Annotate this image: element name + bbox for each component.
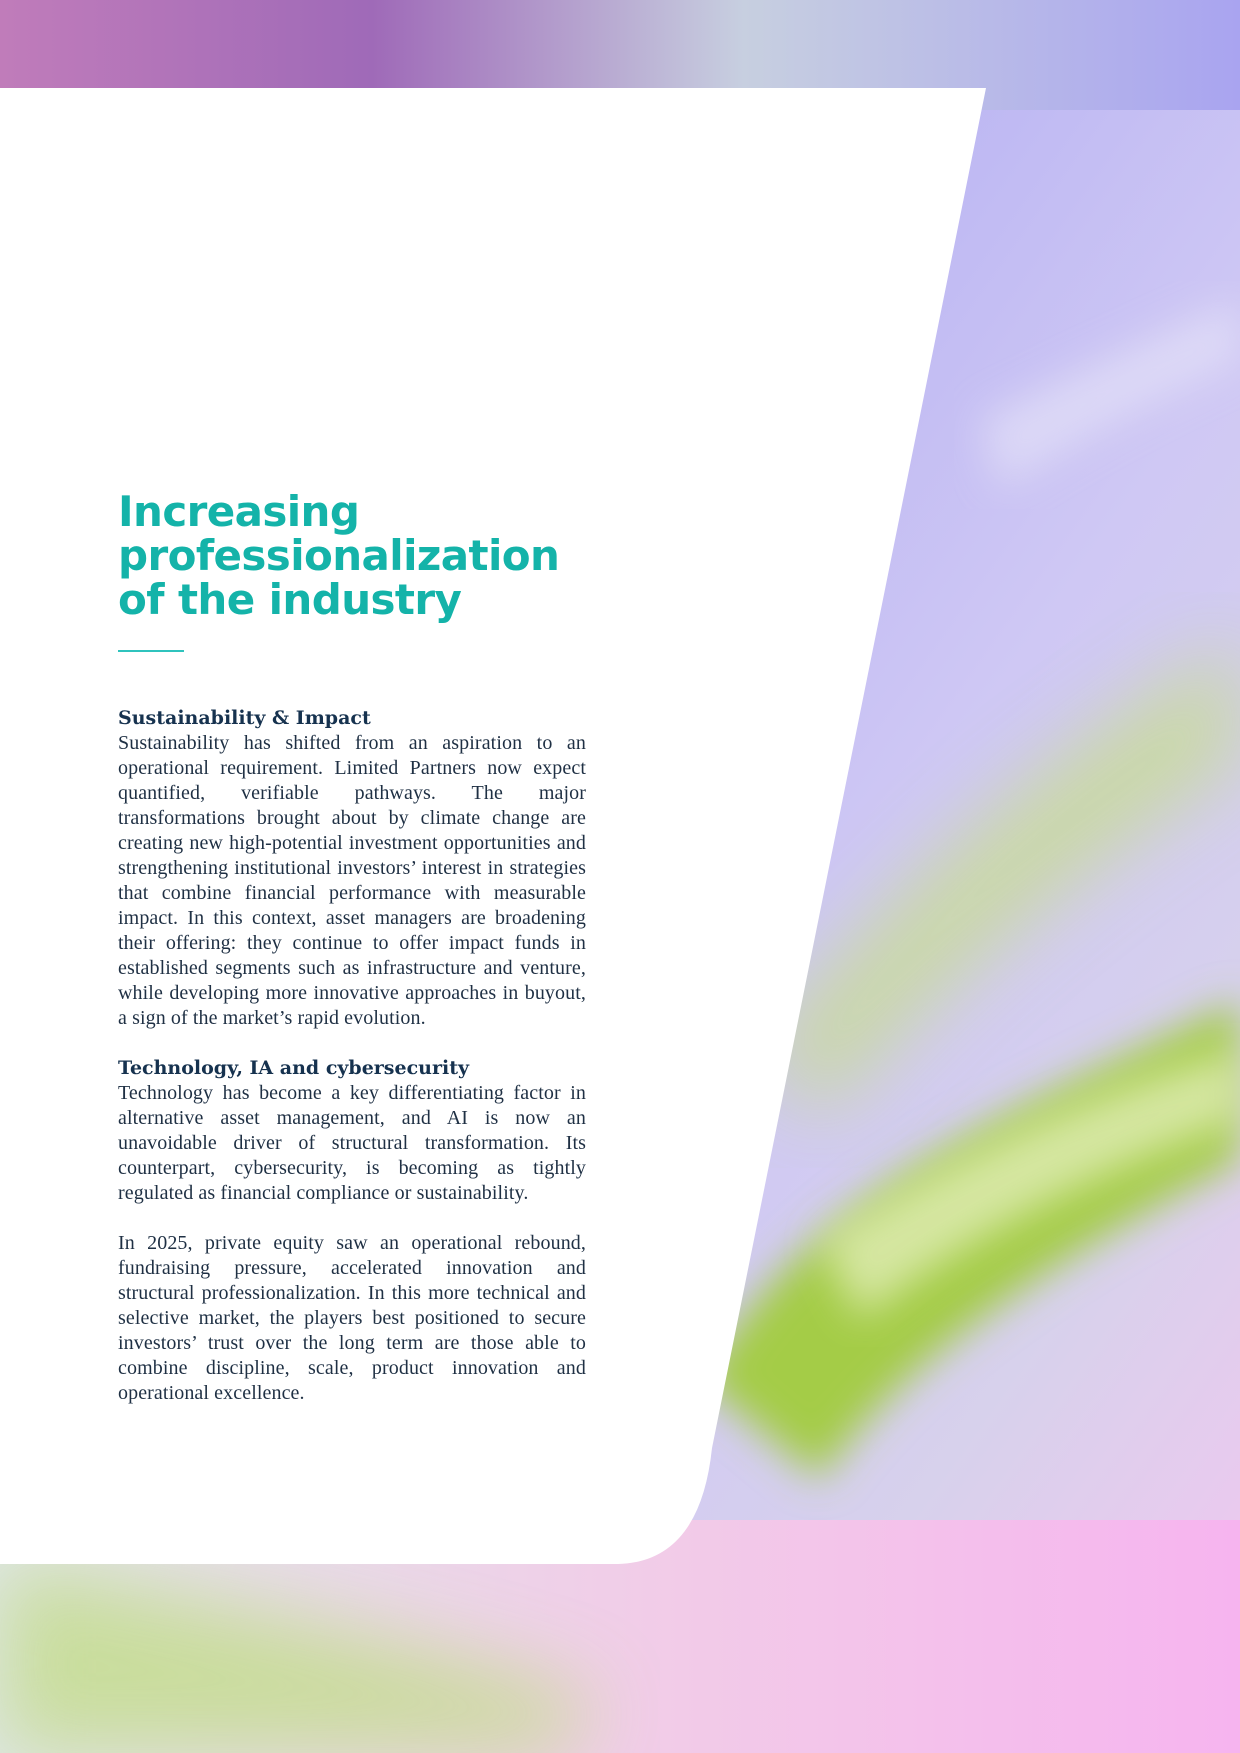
section-heading: Technology, IA and cybersecurity: [118, 1057, 470, 1079]
title-line: of the industry: [118, 575, 462, 624]
article-content: [118, 487, 586, 1406]
section-heading: Sustainability & Impact: [118, 707, 371, 729]
section-technology: [118, 1056, 586, 1206]
title-divider: [118, 650, 184, 652]
title-line: professionalization: [118, 531, 560, 580]
section-sustainability: [118, 706, 586, 1031]
closing-paragraph: In 2025, private equity saw an operational rebound, fundraising pressure, accelerated innovation and structural professionalization. In this more technical and selective market, the players best positioned to secure investors’ trust over the long term are those able to combine discipline, scale, product innovation and operational excellence.: [118, 1232, 586, 1404]
title-line: Increasing: [118, 487, 360, 536]
section-body: Sustainability has shifted from an aspiration to an operational requirement. Limited Partners now expect quantified, verifiable pathways. The major transformations brought about by climate change are creating new high-potential investment opportunities and strengthening institutional investors’ interest in strategies that combine financial performance with measurable impact. In this context, asset managers are broadening their offering: they continue to offer impact funds in established segments such as infrastructure and venture, while developing more innovative approaches in buyout, a sign of the market’s rapid evolution.: [118, 732, 586, 1029]
page-title: [118, 487, 586, 624]
section-body: Technology has become a key differentiating factor in alternative asset management, and AI is now an unavoidable driver of structural transformation. Its counterpart, cybersecurity, is becoming as tightly regulated as financial compliance or sustainability.: [118, 1082, 586, 1204]
